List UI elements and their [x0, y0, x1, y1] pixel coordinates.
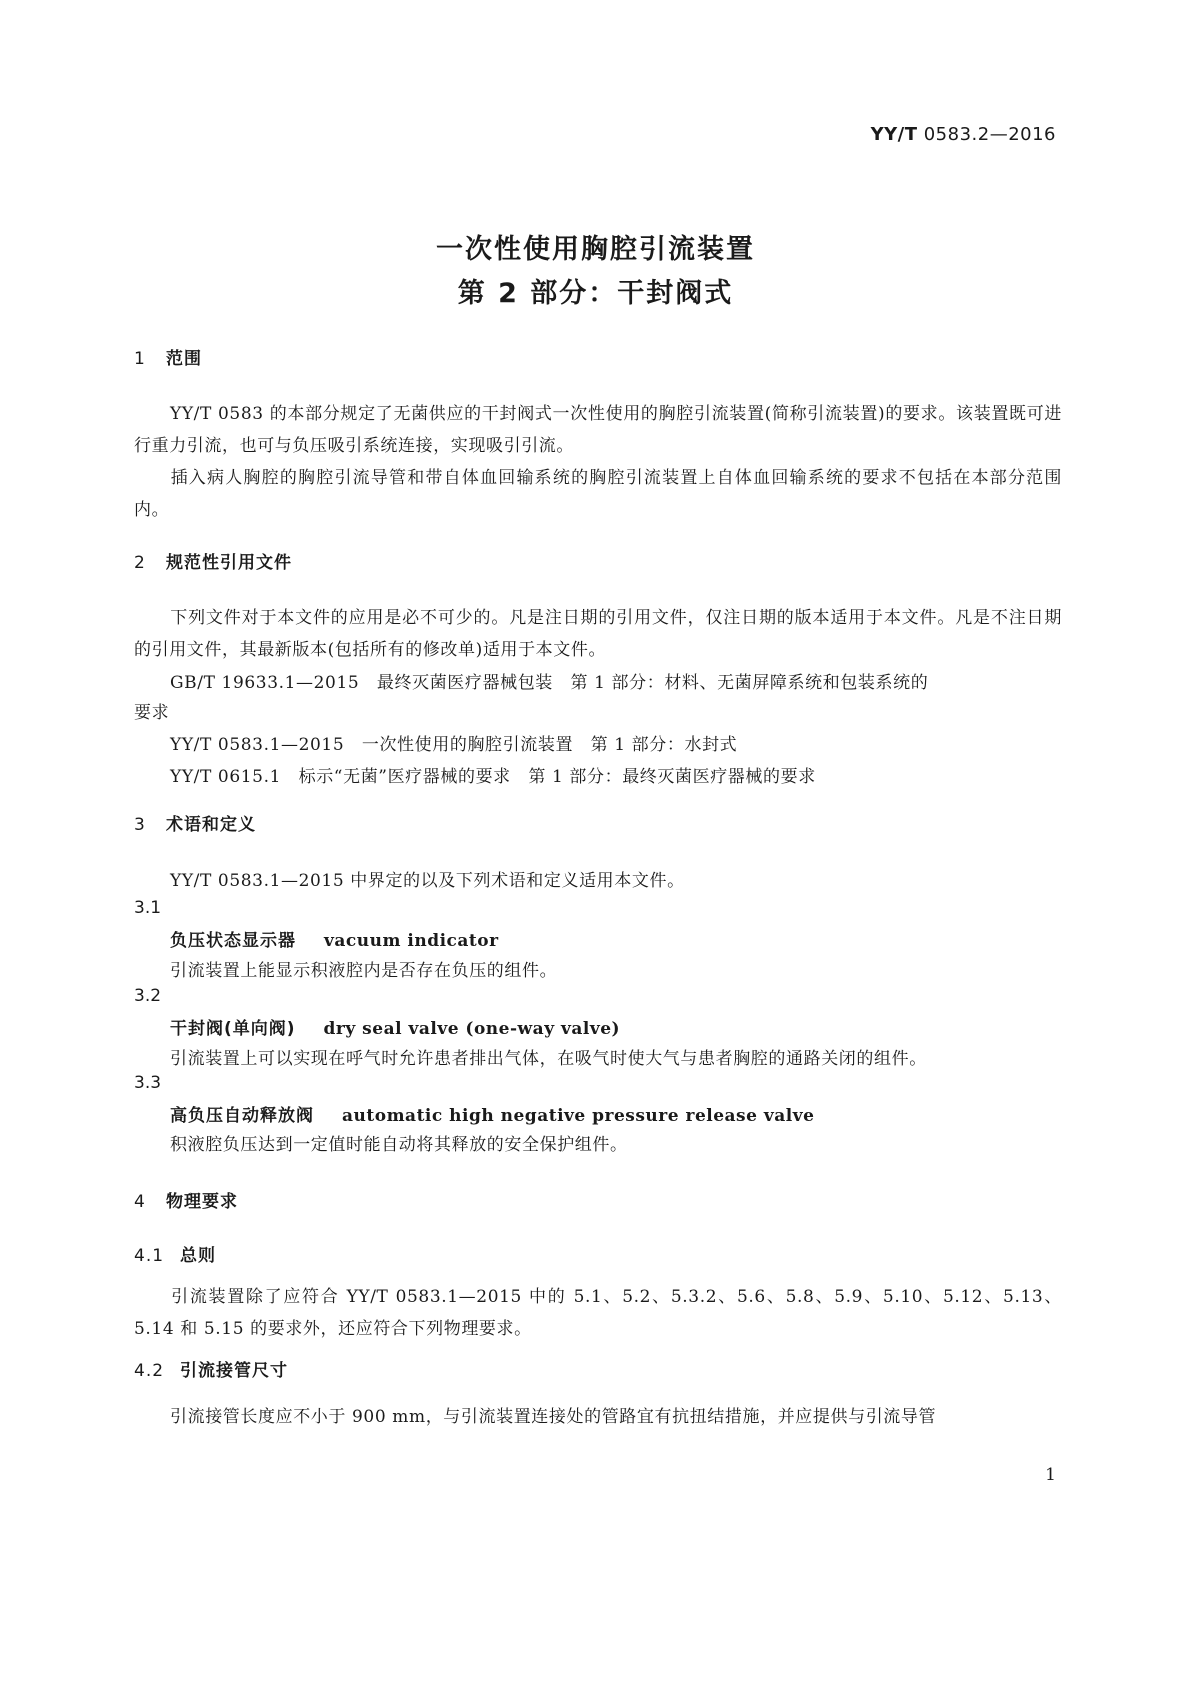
- reference-3: YY/T 0615.1 标示“无菌”医疗器械的要求 第 1 部分：最终灭菌医疗器械的要求: [170, 767, 816, 787]
- term-3-2-number: 3.2: [134, 986, 162, 1006]
- term-3-3-definition: 积液腔负压达到一定值时能自动将其释放的安全保护组件。: [170, 1135, 628, 1155]
- reference-2: YY/T 0583.1—2015 一次性使用的胸腔引流装置 第 1 部分：水封式: [170, 735, 738, 755]
- section-3-paragraph-1: YY/T 0583.1—2015 中界定的以及下列术语和定义适用本文件。: [170, 871, 685, 891]
- section-2-paragraph-1: 下列文件对于本文件的应用是必不可少的。凡是注日期的引用文件，仅注日期的版本适用于本文件。凡是不注日期的引用文件，其最新版本(包括所有的修改单)适用于本文件。: [134, 608, 1062, 660]
- section-4-2-paragraph: 引流接管长度应不小于 900 mm，与引流装置连接处的管路宜有抗扭结措施，并应提供与引流导管: [170, 1407, 937, 1427]
- section-4-1-heading: 4.1 总则: [134, 1246, 216, 1266]
- section-4-heading: 4 物理要求: [134, 1192, 238, 1212]
- section-2-heading: 2 规范性引用文件: [134, 553, 292, 573]
- section-1-paragraph-1: YY/T 0583 的本部分规定了无菌供应的干封阀式一次性使用的胸腔引流装置(简称引流装置)的要求。该装置既可进行重力引流，也可与负压吸引系统连接，实现吸引引流。: [134, 404, 1062, 456]
- title-line-1: 一次性使用胸腔引流装置: [436, 234, 755, 265]
- term-3-1-title: 负压状态显示器 vacuum indicator: [170, 931, 499, 951]
- section-4-1-paragraph: 引流装置除了应符合 YY/T 0583.1—2015 中的 5.1、5.2、5.3.2、5.6、5.8、5.9、5.10、5.12、5.13、5.14 和 5.15 的要求外，还应符合下列物理要求。: [134, 1287, 1062, 1339]
- term-3-3-number: 3.3: [134, 1073, 162, 1093]
- term-3-1-definition: 引流装置上能显示积液腔内是否存在负压的组件。: [170, 961, 558, 981]
- term-3-3-title: 高负压自动释放阀 automatic high negative pressure release valve: [170, 1106, 815, 1126]
- standard-code: YY/T 0583.2—2016: [870, 124, 1056, 145]
- page-number: 1: [1045, 1465, 1056, 1485]
- term-3-2-definition: 引流装置上可以实现在呼气时允许患者排出气体，在吸气时使大气与患者胸腔的通路关闭的组件。: [170, 1049, 927, 1069]
- term-3-2-title: 干封阀(单向阀) dry seal valve (one-way valve): [170, 1019, 621, 1039]
- title-line-2: 第 2 部分：干封阀式: [457, 278, 734, 309]
- section-3-heading: 3 术语和定义: [134, 815, 256, 835]
- section-1-paragraph-2: 插入病人胸腔的胸腔引流导管和带自体血回输系统的胸腔引流装置上自体血回输系统的要求不包括在本部分范围内。: [134, 468, 1062, 520]
- section-4-2-heading: 4.2 引流接管尺寸: [134, 1361, 288, 1381]
- term-3-1-number: 3.1: [134, 898, 162, 918]
- reference-1: GB/T 19633.1—2015 最终灭菌医疗器械包装 第 1 部分：材料、无菌屏障系统和包装系统的: [170, 673, 929, 693]
- reference-1-continued: 要求: [134, 703, 170, 723]
- section-1-heading: 1 范围: [134, 349, 202, 369]
